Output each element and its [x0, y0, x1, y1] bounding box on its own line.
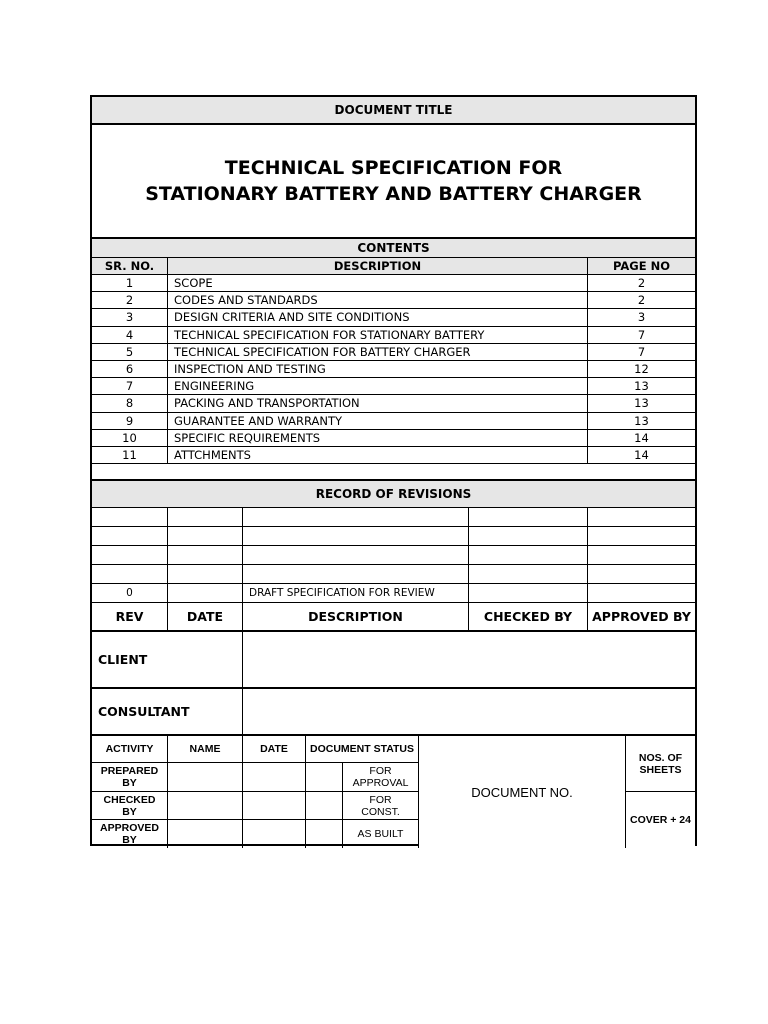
- rev-date: [167, 508, 242, 526]
- client-value: [242, 632, 695, 687]
- row-sr-no: 7: [125, 379, 134, 394]
- row-page-no: 13: [587, 395, 695, 411]
- row-description: SCOPE: [167, 275, 587, 291]
- signoff-name: [167, 763, 242, 791]
- row-sr-no: 4: [125, 327, 134, 342]
- document-no-label: DOCUMENT NO.: [418, 736, 625, 848]
- table-row: [92, 327, 695, 344]
- contents-heading-text: CONTENTS: [357, 241, 430, 255]
- row-description: ATTCHMENTS: [167, 447, 587, 463]
- client-label: CLIENT: [98, 652, 148, 667]
- rev-number: [92, 508, 167, 526]
- rev-description: [242, 546, 468, 564]
- signoff-status-check: [305, 763, 342, 791]
- rev-approved-by: [587, 565, 695, 583]
- client-row: [92, 632, 695, 689]
- rev-number: [92, 527, 167, 545]
- rev-approved-by: [587, 584, 695, 602]
- signoff-date: [242, 763, 305, 791]
- table-row: [92, 447, 695, 464]
- document-title-bar: [92, 97, 695, 125]
- row-sr-no: 10: [122, 430, 137, 445]
- table-row: [92, 361, 695, 378]
- rev-description: [242, 527, 468, 545]
- rev-description: DRAFT SPECIFICATION FOR REVIEW: [242, 584, 468, 602]
- nos-of-sheets-label: NOS. OF SHEETS: [625, 736, 695, 792]
- row-page-no: 12: [587, 361, 695, 377]
- signoff-status-check: [305, 820, 342, 848]
- rev-approved-by: [587, 546, 695, 564]
- row-description: ENGINEERING: [167, 378, 587, 394]
- contents-spacer: [92, 464, 695, 481]
- revision-row: [92, 584, 695, 603]
- contents-heading: [92, 239, 695, 258]
- signoff-activity: APPROVED BY: [100, 822, 159, 846]
- row-sr-no: 6: [125, 362, 134, 377]
- row-description: SPECIFIC REQUIREMENTS: [167, 430, 587, 446]
- row-page-no: 13: [587, 413, 695, 429]
- revisions-header-row: [92, 603, 695, 632]
- row-page-no: 7: [587, 344, 695, 360]
- nos-of-sheets-value: COVER + 24: [625, 792, 695, 848]
- revision-row: [92, 546, 695, 565]
- signoff-status: AS BUILT: [342, 820, 418, 848]
- rev-date: [167, 584, 242, 602]
- rev-description: [242, 508, 468, 526]
- revisions-heading-text: RECORD OF REVISIONS: [315, 487, 472, 501]
- table-row: [92, 430, 695, 447]
- row-page-no: 7: [587, 327, 695, 343]
- signoff-name: [167, 792, 242, 819]
- row-sr-no: 9: [125, 413, 134, 428]
- row-sr-no: 3: [125, 310, 134, 325]
- table-row: [92, 309, 695, 326]
- rev-date: [167, 527, 242, 545]
- rev-checked-by: [468, 527, 587, 545]
- signoff-grid: [92, 736, 695, 844]
- rev-number: [92, 546, 167, 564]
- signoff-name: [167, 820, 242, 848]
- rev-date: [167, 546, 242, 564]
- col-document-status: DOCUMENT STATUS: [305, 736, 418, 762]
- signoff-status: FOR APPROVAL: [342, 763, 418, 791]
- col-sr-no: SR. NO.: [104, 259, 155, 273]
- col-date: DATE: [167, 603, 242, 630]
- rev-checked-by: [468, 565, 587, 583]
- row-page-no: 13: [587, 378, 695, 394]
- table-row: [92, 344, 695, 361]
- rev-number: 0: [126, 587, 133, 599]
- row-description: DESIGN CRITERIA AND SITE CONDITIONS: [167, 309, 587, 325]
- signoff-status-check: [305, 792, 342, 819]
- row-sr-no: 8: [125, 396, 134, 411]
- col-activity: ACTIVITY: [105, 743, 154, 755]
- row-page-no: 14: [587, 447, 695, 463]
- consultant-row: [92, 689, 695, 736]
- main-title-block: [92, 125, 695, 239]
- table-row: [92, 413, 695, 430]
- rev-checked-by: [468, 584, 587, 602]
- table-row: [92, 292, 695, 309]
- signoff-date: [242, 820, 305, 848]
- row-page-no: 14: [587, 430, 695, 446]
- table-row: [92, 378, 695, 395]
- document-title-label: DOCUMENT TITLE: [334, 103, 453, 117]
- row-page-no: 3: [587, 309, 695, 325]
- revision-row: [92, 565, 695, 584]
- signoff-activity: PREPARED BY: [100, 765, 159, 789]
- rev-number: [92, 565, 167, 583]
- row-page-no: 2: [587, 275, 695, 291]
- row-description: PACKING AND TRANSPORTATION: [167, 395, 587, 411]
- col-page-no: PAGE NO: [587, 258, 695, 274]
- row-description: CODES AND STANDARDS: [167, 292, 587, 308]
- rev-date: [167, 565, 242, 583]
- row-description: INSPECTION AND TESTING: [167, 361, 587, 377]
- rev-approved-by: [587, 508, 695, 526]
- signoff-date: [242, 792, 305, 819]
- contents-header-row: [92, 258, 695, 275]
- title-line-2: STATIONARY BATTERY AND BATTERY CHARGER: [145, 183, 642, 205]
- col-checked-by: CHECKED BY: [468, 603, 587, 630]
- col-approved-by: APPROVED BY: [587, 603, 695, 630]
- consultant-value: [242, 689, 695, 734]
- revision-row: [92, 508, 695, 527]
- row-sr-no: 1: [125, 276, 134, 291]
- row-description: TECHNICAL SPECIFICATION FOR BATTERY CHARGER: [167, 344, 587, 360]
- consultant-label: CONSULTANT: [98, 704, 190, 719]
- rev-approved-by: [587, 527, 695, 545]
- col-name: NAME: [167, 736, 242, 762]
- col-description: DESCRIPTION: [167, 258, 587, 274]
- col-rev: REV: [115, 609, 144, 624]
- table-row: [92, 395, 695, 412]
- row-sr-no: 2: [125, 293, 134, 308]
- rev-checked-by: [468, 508, 587, 526]
- table-row: [92, 275, 695, 292]
- title-line-1: TECHNICAL SPECIFICATION FOR: [224, 157, 563, 179]
- cover-sheet: [90, 95, 697, 846]
- row-sr-no: 11: [122, 448, 137, 463]
- revisions-heading: [92, 481, 695, 508]
- row-sr-no: 5: [125, 344, 134, 359]
- signoff-status: FOR CONST.: [342, 792, 418, 819]
- col-rev-description: DESCRIPTION: [242, 603, 468, 630]
- rev-description: [242, 565, 468, 583]
- col-signoff-date: DATE: [242, 736, 305, 762]
- row-description: TECHNICAL SPECIFICATION FOR STATIONARY BATTERY: [167, 327, 587, 343]
- row-page-no: 2: [587, 292, 695, 308]
- rev-checked-by: [468, 546, 587, 564]
- signoff-activity: CHECKED BY: [103, 793, 156, 818]
- revision-row: [92, 527, 695, 546]
- row-description: GUARANTEE AND WARRANTY: [167, 413, 587, 429]
